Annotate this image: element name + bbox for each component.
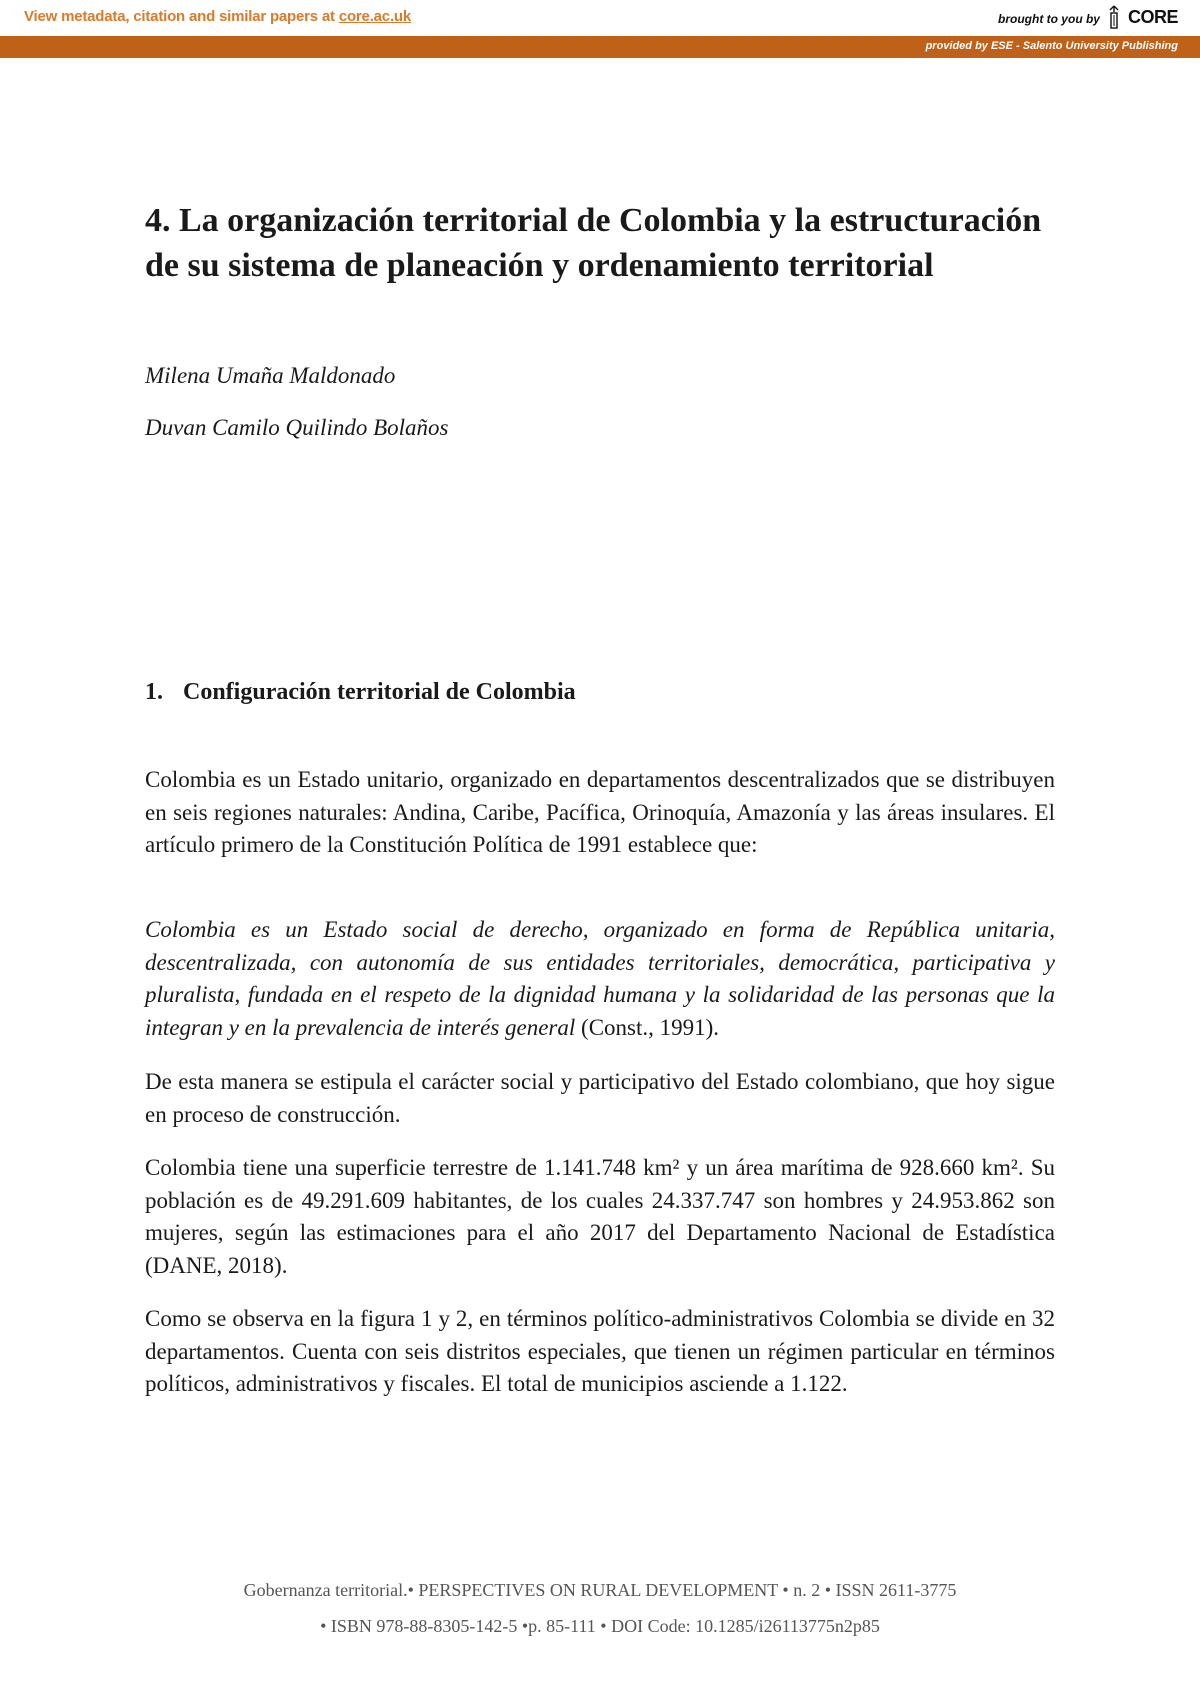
paragraph-4: Colombia tiene una superficie terrestre de 1.141.748 km² y un área marítima de 928.660 km². Su población es de 49.291.609 habitantes, de los cuales 24.337.747 son hombres y 24.953.862 son mujeres, según las estimaciones para el año 2017 del Departamento Nacional de Estadística (DANE, 2018).: [145, 1155, 1055, 1278]
footer-journal-line: Gobernanza territorial.• PERSPECTIVES ON RURAL DEVELOPMENT • n. 2 • ISSN 2611-3775: [243, 1580, 957, 1600]
core-link-prefix: View metadata, citation and similar papers at: [24, 8, 339, 25]
core-banner: [0, 0, 1200, 58]
paragraph-3: De esta manera se estipula el carácter social y participativo del Estado colombiano, que hoy sigue en proceso de construcción.: [145, 1069, 1055, 1127]
paragraph-1: Colombia es un Estado unitario, organizado en departamentos descentralizados que se distribuyen en seis regiones naturales: Andina, Caribe, Pacífica, Orinoquía, Amazonía y las áreas insulares. El artículo primero de la Constitución Política de 1991 establece que:: [145, 767, 1055, 857]
core-url-link[interactable]: core.ac.uk: [338, 8, 412, 25]
section-heading: [145, 679, 576, 706]
core-brought-by[interactable]: [998, 4, 1178, 30]
core-logo-icon: [1106, 4, 1122, 30]
quote-citation: (Const., 1991).: [575, 1014, 720, 1040]
paragraph-quote: [145, 914, 1055, 1044]
brought-to-you-text: brought to you by: [998, 12, 1100, 26]
author-1: Milena Umaña Maldonado: [145, 363, 396, 388]
author-2: Duvan Camilo Quilindo Bolaños: [145, 415, 449, 440]
paragraph-5: Como se observa en la figura 1 y 2, en términos político-administrativos Colombia se divide en 32 departamentos. Cuenta con seis distritos especiales, que tienen un régimen particular en términos políticos, administrativos y fiscales. El total de municipios asciende a 1.122.: [145, 1306, 1055, 1396]
footer-isbn-line: • ISBN 978-88-8305-142-5 •p. 85-111 • DOI Code: 10.1285/i26113775n2p85: [320, 1616, 880, 1636]
core-provided-by[interactable]: provided by ESE - Salento University Publishing: [925, 40, 1178, 52]
constitution-quote: Colombia es un Estado social de derecho, organizado en forma de República unitaria, descentralizada, con autonomía de sus entidades territoriales, democrática, participativa y pluralista, fundada en el respeto de la dignidad humana y la solidaridad de las personas que la integran y en la prevalencia de interés general: [145, 917, 1055, 1040]
core-logo-label: CORE: [1127, 7, 1178, 27]
section-title: Configuración territorial de Colombia: [183, 679, 576, 705]
section-number: 1.: [145, 679, 163, 705]
chapter-title: 4. La organización territorial de Colombia y la estructuración de su sistema de planeación y ordenamiento territorial: [145, 202, 1042, 284]
core-metadata-link[interactable]: [24, 8, 411, 25]
